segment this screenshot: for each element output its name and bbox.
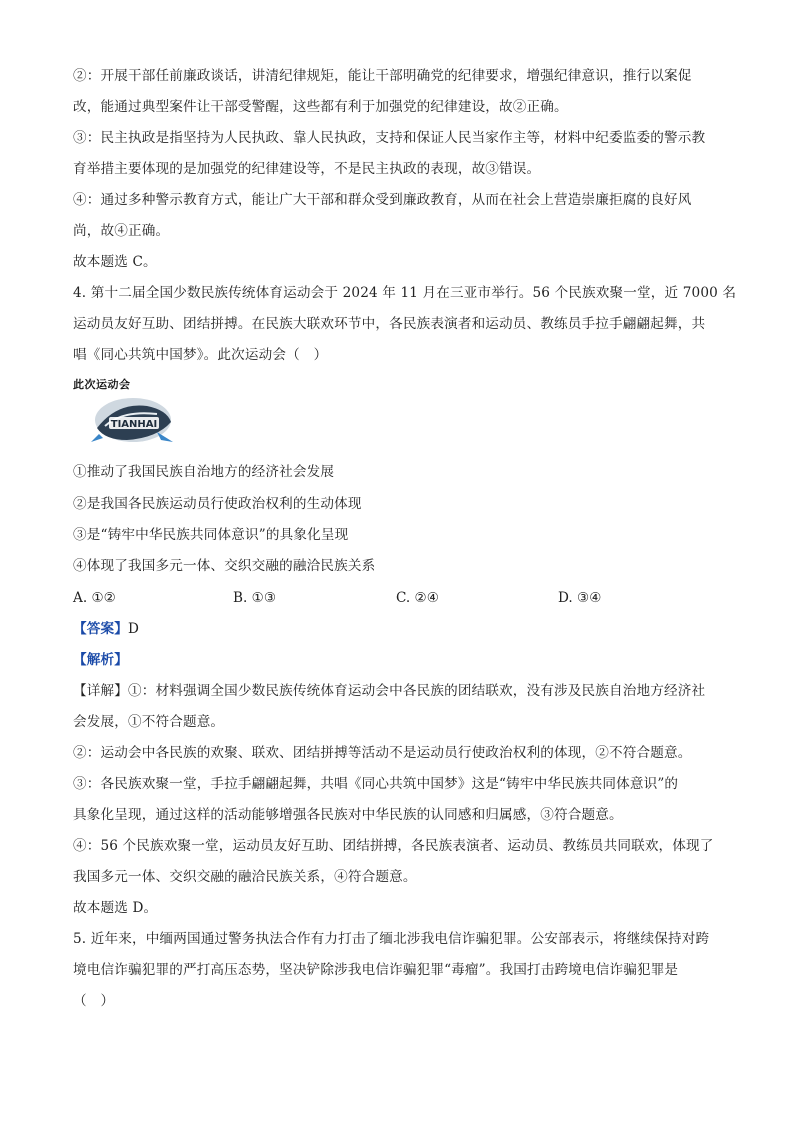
- logo-wordmark: TIANHAI: [110, 419, 158, 430]
- text-line: ③：民主执政是指坚持为人民执政、靠人民执政，支持和保证人民当家作主等，材料中纪委监委的警示教: [73, 130, 706, 146]
- answer-tag: 【答案】: [73, 621, 128, 637]
- figure-caption: 此次运动会: [73, 378, 131, 391]
- analysis-line: 【详解】①：材料强调全国少数民族传统体育运动会中各民族的团结联欢，没有涉及民族自治地方经济社: [73, 683, 706, 699]
- answer-options: [73, 588, 733, 608]
- games-logo-image: [87, 388, 179, 448]
- analysis-line: 具象化呈现，通过这样的活动能够增强各民族对中华民族的认同感和归属感，③符合题意。: [73, 807, 623, 823]
- analysis-heading: [73, 650, 733, 670]
- question-5-stem: 5. 近年来，中缅两国通过警务执法合作有力打击了缅北涉我电信诈骗犯罪。公安部表示，将继续保持对跨: [73, 931, 710, 947]
- statement: ①推动了我国民族自治地方的经济社会发展: [73, 464, 335, 480]
- analysis-line: 我国多元一体、交织交融的融洽民族关系，④符合题意。: [73, 869, 417, 885]
- text-line: 改，能通过典型案件让干部受警醒，这些都有利于加强党的纪律建设，故②正确。: [73, 99, 568, 115]
- analysis-line: 会发展，①不符合题意。: [73, 714, 225, 730]
- analysis-line: ③：各民族欢聚一堂，手拉手翩翩起舞，共唱《同心共筑中国梦》这是“铸牢中华民族共同体意识”的: [73, 776, 679, 792]
- analysis-line: ②：运动会中各民族的欢聚、联欢、团结拼搏等活动不是运动员行使政治权利的体现，②不符合题意。: [73, 745, 692, 761]
- answer-line: [73, 619, 733, 639]
- option-d: D. ③④: [558, 590, 602, 606]
- text-line: ④：通过多种警示教育方式，能让广大干部和群众受到廉政教育，从而在社会上营造崇廉拒腐的良好风: [73, 192, 692, 208]
- question-4-stem: 4. 第十二届全国少数民族传统体育运动会于 2024 年 11 月在三亚市举行。56 个民族欢聚一堂，近 7000 名: [73, 285, 737, 301]
- text-line: ②：开展干部任前廉政谈话，讲清纪律规矩，能让干部明确党的纪律要求，增强纪律意识，推行以案促: [73, 68, 692, 84]
- text-line: 育举措主要体现的是加强党的纪律建设等，不是民主执政的表现，故③错误。: [73, 161, 541, 177]
- question-5-stem: （ ）: [73, 993, 115, 1009]
- statement: ③是“铸牢中华民族共同体意识”的具象化呈现: [73, 527, 349, 543]
- analysis-line: 故本题选 D。: [73, 900, 158, 916]
- statement: ④体现了我国多元一体、交织交融的融洽民族关系: [73, 558, 376, 574]
- question-5-stem: 境电信诈骗犯罪的严打高压态势，坚决铲除涉我电信诈骗犯罪“毒瘤”。我国打击跨境电信诈骗犯罪是: [73, 962, 679, 978]
- option-a: A. ①②: [73, 590, 116, 606]
- games-logo-figure: [73, 376, 173, 446]
- statement: ②是我国各民族运动员行使政治权利的生动体现: [73, 496, 362, 512]
- answer-value: D: [127, 621, 140, 637]
- analysis-line: ④：56 个民族欢聚一堂，运动员友好互助、团结拼搏，各民族表演者、运动员、教练员共同联欢，体现了: [73, 838, 714, 854]
- text-line: 故本题选 C。: [73, 254, 157, 270]
- option-b: B. ①③: [233, 590, 277, 606]
- option-c: C. ②④: [396, 590, 439, 606]
- text-line: 尚，故④正确。: [73, 223, 170, 239]
- analysis-tag: 【解析】: [73, 652, 128, 668]
- question-4-stem: 唱《同心共筑中国梦》。此次运动会（ ）: [73, 347, 328, 363]
- question-4-stem: 运动员友好互助、团结拼搏。在民族大联欢环节中，各民族表演者和运动员、教练员手拉手翩翩起舞，共: [73, 316, 706, 332]
